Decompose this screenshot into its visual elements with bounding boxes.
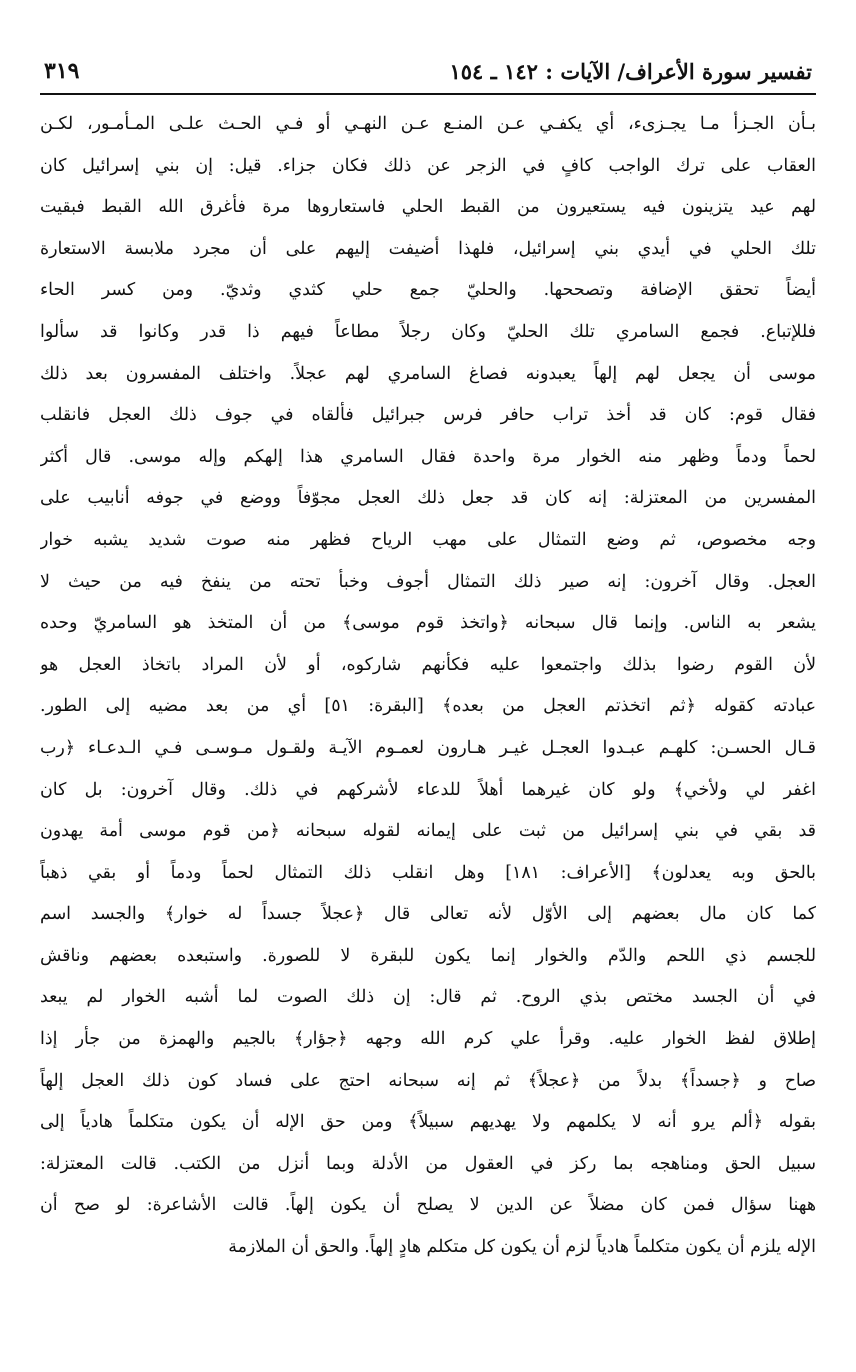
text-line: في أن الجسد مختص بذي الروح. ثم قال: إن ذلك الصوت لما أشبه الخوار لم يبعد — [40, 987, 816, 1008]
text-line: لحماً ودماً وظهر منه الخوار مرة واحدة فقال السامري هذا إلهكم وإله موسى. قال أكثر — [40, 446, 816, 467]
text-line: قـال الحسـن: كلهـم عبـدوا العجـل غيـر هـارون لعمـوم الآيـة ولقـول مـوسـى فـي الـدعـاء ﴿رب — [40, 737, 816, 758]
text-line: ههنا سؤال فمن كان مضلاً عن الدين لا يصلح أن يكون إلهاً. قالت الأشاعرة: لو صح أن — [40, 1195, 816, 1216]
text-line: اغفر لي ولأخي﴾ ولو كان غيرهما أهلاً للدعاء لأشركهم في ذلك. وقال آخرون: بل كان — [40, 779, 816, 800]
text-line: وجه مخصوص، ثم وضع التمثال على مهب الرياح فظهر منه صوت شديد يشبه خوار — [40, 529, 816, 550]
text-line: عبادته كقوله ﴿ثم اتخذتم العجل من بعده﴾ [البقرة: ٥١] أي من بعد مضيه إلى الطور. — [40, 696, 816, 717]
text-line: فللإتباع. فجمع السامري تلك الحليّ وكان رجلاً مطاعاً فيهم ذا قدر وكانوا قد سألوا — [40, 321, 816, 342]
text-line: تلك الحلي في أيدي بني إسرائيل، فلهذا أضيفت إليهم على أن مجرد ملابسة الاستعارة — [40, 238, 816, 259]
text-line: لأن القوم رضوا بذلك واجتمعوا عليه فكأنهم شاركوه، أو لأن المراد باتخاذ العجل هو — [40, 654, 816, 675]
text-line: يشعر به الناس. وإنما قال سبحانه ﴿واتخذ قوم موسى﴾ من أن المتخذ هو السامريّ وحده — [40, 613, 816, 634]
text-line: بـأن الجـزأ مـا يجـزىء، أي يكفـي عـن المنـع عـن النهـي أو فـي الحـث علـى المـأمـور، لكـن — [40, 114, 816, 134]
running-header — [40, 52, 816, 90]
text-line: أيضاً تحقق الإضافة وتصححها. والحليّ جمع حلي كثدي وثديّ. ومن كسر الحاء — [40, 280, 816, 301]
text-line: العقاب على ترك الواجب كافٍ في الزجر عن ذلك فكان جزاء. قيل: إن بني إسرائيل كان — [40, 155, 816, 176]
header-title: تفسير سورة الأعراف/ الآيات : ١٤٢ ـ ١٥٤ — [449, 58, 812, 84]
page-number: ٣١٩ — [44, 58, 80, 84]
text-line: للجسم ذي اللحم والدّم والخوار إنما يكون للبقرة لا للصورة. واستبعده بعضهم وناقش — [40, 945, 816, 966]
text-line: سبيل الحق ومناهجه بما ركز في العقول من الأدلة وبما أنزل من الكتب. قالت المعتزلة: — [40, 1153, 816, 1174]
text-line: بالحق وبه يعدلون﴾ [الأعراف: ١٨١] وهل انقلب ذلك التمثال لحماً ودماً أو بقي ذهباً — [40, 862, 816, 883]
text-line: المفسرين من المعتزلة: إنه كان قد جعل ذلك العجل مجوّفاً ووضع في جوفه أنابيب على — [40, 488, 816, 509]
header-divider — [40, 93, 816, 95]
text-line: فقال قوم: كان قد أخذ تراب حافر فرس جبرائيل فألقاه في جوف ذلك العجل فانقلب — [40, 405, 816, 426]
text-line: موسى أن يجعل لهم إلهاً يعبدونه فصاغ السامري لهم عجلاً. واختلف المفسرون بعد ذلك — [40, 363, 816, 384]
text-line: لهم عيد يتزينون فيه يستعيرون من القبط الحلي فاستعاروها مرة فأغرق الله القبط فبقيت — [40, 197, 816, 218]
commentary-text — [40, 104, 816, 1269]
text-line: كما كان مال بعضهم إلى الأوّل لأنه تعالى قال ﴿عجلاً جسداً له خوار﴾ والجسد اسم — [40, 904, 816, 925]
text-line: إطلاق لفظ الخوار عليه. وقرأ علي كرم الله وجهه ﴿جؤار﴾ بالجيم والهمزة من جأر إذا — [40, 1029, 816, 1050]
text-line: الإله يلزم أن يكون متكلماً هادياً لزم أن يكون كل متكلم هادٍ إلهاً. والحق أن الملازمة — [228, 1237, 816, 1258]
text-line: صاح و ﴿جسداً﴾ بدلاً من ﴿عجلاً﴾ ثم إنه سبحانه احتج على فساد كون ذلك العجل إلهاً — [40, 1070, 816, 1091]
text-line: بقوله ﴿ألم يرو أنه لا يكلمهم ولا يهديهم سبيلاً﴾ ومن حق الإله أن يكون متكلماً هادياً إلى — [40, 1112, 816, 1133]
text-line: العجل. وقال آخرون: إنه صير ذلك التمثال أجوف وخبأ تحته من ينفخ فيه من حيث لا — [40, 571, 816, 592]
text-line: قد بقي في بني إسرائيل من ثبت على إيمانه لقوله سبحانه ﴿من قوم موسى أمة يهدون — [40, 821, 816, 842]
